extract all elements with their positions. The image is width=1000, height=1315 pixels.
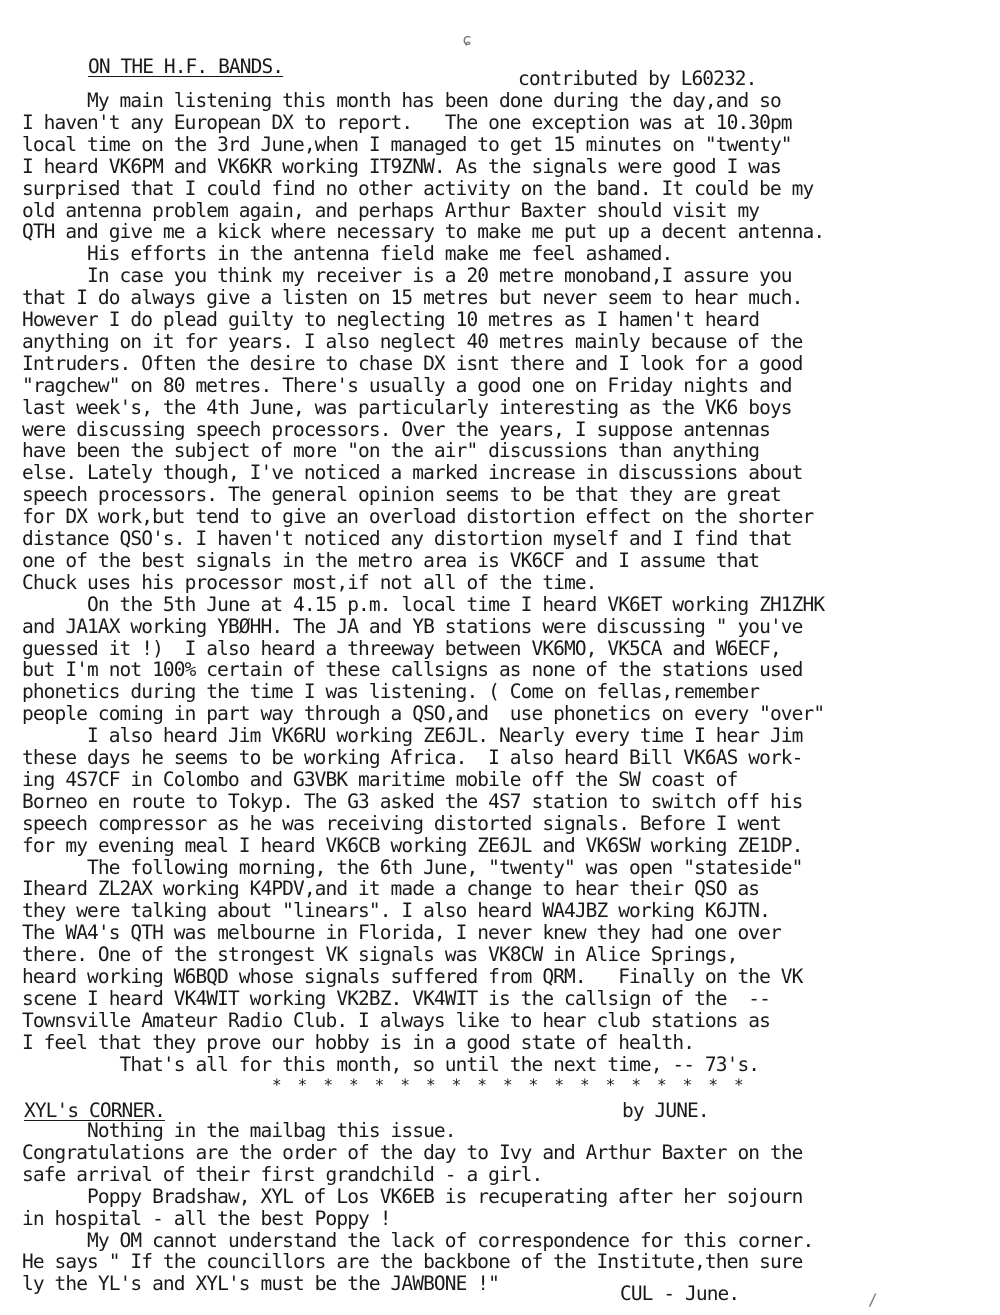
scan-mark-bottom: / — [868, 1290, 878, 1309]
scan-mark-top: ɕ — [462, 30, 472, 49]
text-line: Chuck uses his processor most,if not all of the time. — [22, 570, 597, 594]
text-line: However I do plead guilty to neglecting 10 metres as I hamen't heard — [22, 308, 760, 331]
text-line: that I do always give a listen on 15 metres but never seem to hear much. — [22, 286, 803, 310]
xyl-signoff: CUL - June. — [620, 1282, 740, 1305]
text-line: for DX work,but tend to give an overload distortion effect on the shorter — [22, 505, 814, 529]
text-line: phonetics during the time I was listening. ( Come on fellas,remember — [22, 680, 760, 704]
text-line: they were talking about "linears". I also heard WA4JBZ working K6JTN. — [22, 899, 770, 923]
text-line: heard working W6BQD whose signals suffered from QRM. Finally on the VK — [22, 965, 803, 988]
text-line: for my evening meal I heard VK6CB working ZE6JL and VK6SW working ZE1DP. — [22, 833, 803, 857]
text-line: anything on it for years. I also neglect 40 metres mainly because of the — [22, 329, 803, 353]
text-line: people coming in part way through a QSO,and use phonetics on every "over" — [22, 702, 825, 726]
text-line: in hospital - all the best Poppy ! — [22, 1206, 391, 1230]
text-line: scene I heard VK4WIT working VK2BZ. VK4WIT is the callsign of the -- — [22, 986, 770, 1010]
text-line: I feel that they prove our hobby is in a good state of health. — [22, 1030, 695, 1054]
text-line: old antenna problem again, and perhaps Arthur Baxter should visit my — [22, 198, 760, 222]
xyl-title: XYL's CORNER. — [24, 1099, 165, 1122]
text-line: last week's, the 4th June, was particularly interesting as the VK6 boys — [22, 395, 792, 419]
text-line: Townsville Amateur Radio Club. I always like to hear club stations as — [22, 1008, 770, 1032]
text-line: ing 4S7CF in Colombo and G3VBK maritime mobile off the SW coast of — [22, 767, 738, 791]
section-separator: * * * * * * * * * * * * * * * * * * * — [272, 1075, 747, 1094]
text-line: On the 5th June at 4.15 p.m. local time I heard VK6ET working ZH1ZHK — [22, 592, 825, 616]
text-line: Congratulations are the order of the day to Ivy and Arthur Baxter on the — [22, 1140, 803, 1164]
text-line: one of the best signals in the metro area is VK6CF and I assume that — [22, 548, 760, 572]
text-line: have been the subject of more "on the air" discussions than anything — [22, 439, 760, 463]
text-line: The following morning, the 6th June, "twenty" was open "stateside" — [22, 855, 803, 879]
article-byline: contributed by L60232. — [518, 67, 757, 90]
text-line: My main listening this month has been done during the day,and so — [22, 89, 781, 112]
text-line: and JA1AX working YBØHH. The JA and YB stations were discussing " you've — [22, 614, 803, 638]
text-line: Poppy Bradshaw, XYL of Los VK6EB is recuperating after her sojourn — [22, 1184, 803, 1208]
text-line: Borneo en route to Tokyp. The G3 asked the 4S7 station to switch off his — [22, 789, 803, 813]
text-line: In case you think my receiver is a 20 metre monoband,I assure you — [22, 264, 792, 288]
text-line: That's all for this month, so until the next time, -- 73's. — [22, 1052, 760, 1076]
text-line: surprised that I could find no other activity on the band. It could be my — [22, 176, 814, 200]
text-line: His efforts in the antenna field make me feel ashamed. — [22, 242, 673, 266]
text-line: these days he seems to be working Africa. I also heard Bill VK6AS work- — [22, 746, 803, 769]
text-line: else. Lately though, I've noticed a marked increase in discussions about — [22, 461, 803, 485]
text-line: Nothing in the mailbag this issue. — [22, 1119, 456, 1142]
xyl-byline: by JUNE. — [622, 1099, 709, 1122]
text-line: there. One of the strongest VK signals was VK8CW in Alice Springs, — [22, 943, 738, 967]
text-line: safe arrival of their first grandchild - a girl. — [22, 1162, 543, 1186]
text-line: I haven't any European DX to report. The one exception was at 10.30pm — [22, 110, 792, 134]
text-line: guessed it !) I also heard a threeway between VK6MO, VK5CA and W6ECF, — [22, 636, 781, 660]
text-line: ly the YL's and XYL's must be the JAWBONE !" — [22, 1272, 499, 1296]
text-line: were discussing speech processors. Over the years, I suppose antennas — [22, 417, 770, 441]
text-line: distance QSO's. I haven't noticed any distortion myself and I find that — [22, 527, 792, 550]
text-line: I also heard Jim VK6RU working ZE6JL. Nearly every time I hear Jim — [22, 724, 803, 748]
text-line: I heard VK6PM and VK6KR working IT9ZNW. As the signals were good I was — [22, 154, 781, 178]
article-title: ON THE H.F. BANDS. — [88, 55, 284, 78]
text-line: "ragchew" on 80 metres. There's usually a good one on Friday nights and — [22, 373, 792, 397]
text-line: speech processors. The general opinion seems to be that they are great — [22, 483, 781, 507]
text-line: Iheard ZL2AX working K4PDV,and it made a change to hear their QSO as — [22, 877, 760, 901]
text-line: local time on the 3rd June,when I managed to get 15 minutes on "twenty" — [22, 132, 792, 156]
text-line: Intruders. Often the desire to chase DX isnt there and I look for a good — [22, 351, 803, 375]
text-line: He says " If the councillors are the backbone of the Institute,then sure — [22, 1250, 803, 1274]
text-line: but I'm not 100% certain of these callsigns as none of the stations used — [22, 658, 803, 682]
text-line: The WA4's QTH was melbourne in Florida, I never knew they had one over — [22, 921, 781, 945]
text-line: QTH and give me a kick where necessary to make me put up a decent antenna. — [22, 220, 825, 244]
text-line: speech compressor as he was receiving distorted signals. Before I went — [22, 811, 781, 835]
text-line: My OM cannot understand the lack of correspondence for this corner. — [22, 1228, 814, 1252]
